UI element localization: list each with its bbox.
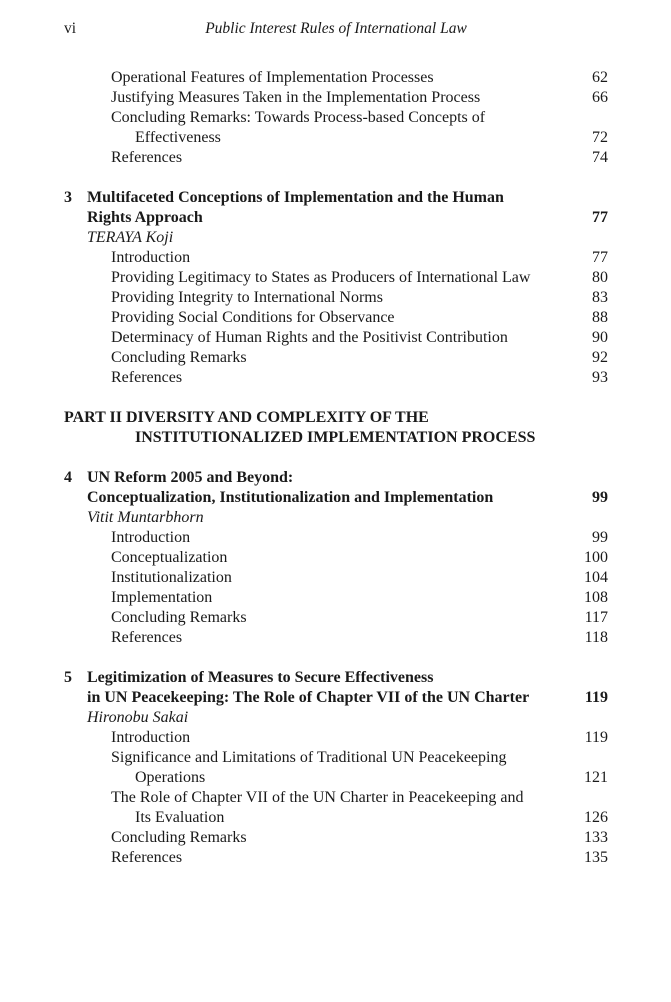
toc-spacer — [64, 168, 608, 188]
chapter-heading-row — [64, 468, 608, 488]
entry-title: Introduction — [111, 729, 191, 746]
toc-entry-row — [64, 328, 608, 348]
entry-title: Concluding Remarks: Towards Process-based Concepts of — [111, 109, 486, 126]
toc-entry-row — [64, 248, 608, 268]
page-number: vi — [64, 20, 77, 37]
toc-entry-row — [64, 148, 608, 168]
toc-author-row — [64, 228, 608, 248]
author-name: Vitit Muntarbhorn — [87, 509, 204, 526]
page-number: 83 — [592, 289, 608, 306]
running-title: Public Interest Rules of International Law — [205, 20, 467, 37]
part-heading-row — [64, 408, 608, 428]
chapter-heading-row — [64, 688, 608, 708]
chapter-title: Multifaceted Conceptions of Implementation and the Human — [87, 189, 504, 206]
entry-title: Institutionalization — [111, 569, 232, 586]
toc-author-row — [64, 508, 608, 528]
toc-author-row — [64, 708, 608, 728]
entry-title: Providing Legitimacy to States as Producers of International Law — [111, 269, 531, 286]
entry-title: References — [111, 369, 183, 386]
chapter-title: Conceptualization, Institutionalization and Implementation — [87, 489, 494, 506]
entry-title: Introduction — [111, 249, 191, 266]
page-number: 92 — [592, 349, 608, 366]
page-number: 72 — [592, 129, 608, 146]
page-number: 93 — [592, 369, 608, 386]
chapter-title: UN Reform 2005 and Beyond: — [87, 469, 294, 486]
toc-entry-row — [64, 88, 608, 108]
toc-entry-row — [64, 108, 608, 128]
entry-title: The Role of Chapter VII of the UN Charter in Peacekeeping and — [111, 789, 524, 806]
toc-entry-row — [64, 828, 608, 848]
page-number: 88 — [592, 309, 608, 326]
page-number: 119 — [584, 729, 608, 746]
toc-entry-row — [64, 268, 608, 288]
part-heading-row — [64, 428, 608, 448]
chapter-heading-row — [64, 208, 608, 228]
chapter-title: Rights Approach — [87, 209, 203, 226]
page-number: 90 — [592, 329, 608, 346]
page-number: 118 — [584, 629, 608, 646]
toc-entry-row — [64, 528, 608, 548]
entry-title: References — [111, 629, 183, 646]
page-number: 121 — [584, 769, 608, 786]
toc-entry-row — [64, 728, 608, 748]
table-of-contents — [64, 68, 608, 868]
part-title: PART II DIVERSITY AND COMPLEXITY OF THE — [64, 409, 429, 426]
entry-title: References — [111, 849, 183, 866]
entry-title: Providing Integrity to International Norms — [111, 289, 383, 306]
toc-entry-row — [64, 548, 608, 568]
chapter-heading-row — [64, 488, 608, 508]
entry-title: Justifying Measures Taken in the Implementation Process — [111, 89, 481, 106]
entry-title: Concluding Remarks — [111, 609, 247, 626]
entry-title: Effectiveness — [135, 129, 221, 146]
page-number: 74 — [592, 149, 608, 166]
running-header — [64, 20, 608, 42]
toc-entry-row — [64, 68, 608, 88]
toc-entry-row — [64, 808, 608, 828]
toc-entry-row — [64, 348, 608, 368]
page-number: 126 — [584, 809, 608, 826]
page-number: 66 — [592, 89, 608, 106]
entry-title: Determinacy of Human Rights and the Positivist Contribution — [111, 329, 508, 346]
page-number: 133 — [584, 829, 608, 846]
toc-entry-row — [64, 588, 608, 608]
page-number: 62 — [592, 69, 608, 86]
page-number: 99 — [592, 529, 608, 546]
toc-spacer — [64, 448, 608, 468]
toc-entry-row — [64, 308, 608, 328]
chapter-title: Legitimization of Measures to Secure Effectiveness — [87, 669, 434, 686]
entry-title: Operational Features of Implementation Processes — [111, 69, 434, 86]
toc-entry-row — [64, 848, 608, 868]
entry-title: Conceptualization — [111, 549, 228, 566]
chapter-number: 3 — [64, 189, 72, 206]
entry-title: Significance and Limitations of Traditional UN Peacekeeping — [111, 749, 507, 766]
chapter-number: 4 — [64, 469, 72, 486]
part-title: INSTITUTIONALIZED IMPLEMENTATION PROCESS — [135, 429, 536, 446]
toc-entry-row — [64, 748, 608, 768]
toc-entry-row — [64, 128, 608, 148]
toc-spacer — [64, 648, 608, 668]
chapter-heading-row — [64, 188, 608, 208]
toc-entry-row — [64, 368, 608, 388]
page-number: 135 — [584, 849, 608, 866]
page-number: 100 — [584, 549, 608, 566]
chapter-number: 5 — [64, 669, 72, 686]
author-name: Hironobu Sakai — [87, 709, 189, 726]
page-number: 80 — [592, 269, 608, 286]
chapter-title: in UN Peacekeeping: The Role of Chapter VII of the UN Charter — [87, 689, 530, 706]
author-name: TERAYA Koji — [87, 229, 174, 246]
toc-entry-row — [64, 788, 608, 808]
page-number: 108 — [584, 589, 608, 606]
toc-entry-row — [64, 568, 608, 588]
page-number: 104 — [584, 569, 608, 586]
toc-entry-row — [64, 628, 608, 648]
entry-title: References — [111, 149, 183, 166]
toc-spacer — [64, 388, 608, 408]
entry-title: Implementation — [111, 589, 213, 606]
toc-entry-row — [64, 768, 608, 788]
entry-title: Its Evaluation — [135, 809, 225, 826]
chapter-heading-row — [64, 668, 608, 688]
entry-title: Concluding Remarks — [111, 349, 247, 366]
entry-title: Operations — [135, 769, 206, 786]
page-number: 99 — [592, 489, 608, 506]
toc-entry-row — [64, 608, 608, 628]
page-number: 77 — [592, 209, 608, 226]
page-number: 117 — [584, 609, 608, 626]
page-number: 77 — [592, 249, 608, 266]
entry-title: Providing Social Conditions for Observance — [111, 309, 395, 326]
entry-title: Introduction — [111, 529, 191, 546]
entry-title: Concluding Remarks — [111, 829, 247, 846]
toc-entry-row — [64, 288, 608, 308]
page-number: 119 — [584, 689, 608, 706]
